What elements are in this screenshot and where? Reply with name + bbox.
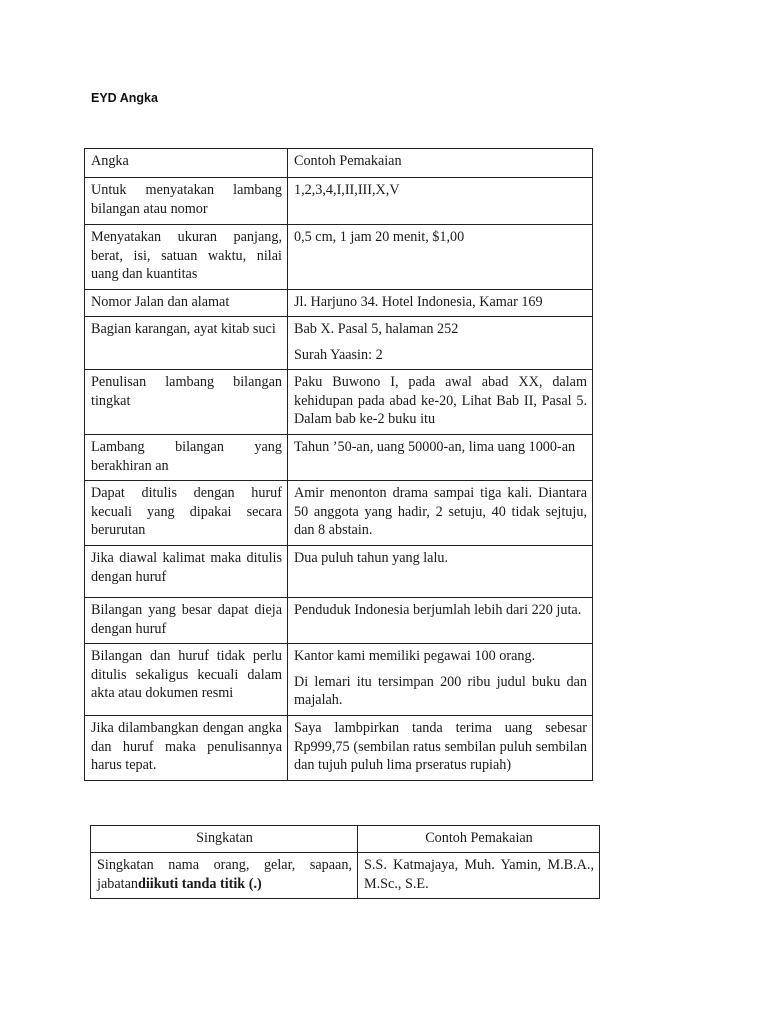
table-row [85,225,593,290]
example-text: Di lemari itu tersimpan 200 ribu judul buku dan majalah. [294,673,587,708]
example-text: Kantor kami memiliki pegawai 100 orang. [294,648,536,664]
table-row [85,435,593,481]
rule-cell: Nomor Jalan dan alamat [85,290,288,317]
table-row [85,481,593,546]
column-header-contoh: Contoh Pemakaian [288,149,593,178]
example-cell [288,481,593,546]
column-header-contoh: Contoh Pemakaian [358,826,600,853]
example-text: Penduduk Indonesia berjumlah lebih dari 220 juta. [294,602,582,618]
rule-emphasis: diikuti tanda titik (.) [137,875,262,892]
example-text: Amir menonton drama sampai tiga kali. Diantara 50 anggota yang hadir, 2 setuju, 40 tidak sejtuju, dan 8 abstain. [294,485,587,538]
example-cell [288,716,593,781]
table-row [85,598,593,644]
table-row [85,290,593,317]
rule-cell [91,853,358,899]
angka-table [84,148,593,781]
rule-cell: Jika diawal kalimat maka ditulis dengan huruf [85,546,288,598]
table-row [85,317,593,370]
example-cell [288,317,593,370]
table-row [85,546,593,598]
rule-cell: Untuk menyatakan lambang bilangan atau nomor [85,178,288,225]
example-text: Surah Yaasin: 2 [294,346,383,363]
example-cell [288,644,593,716]
document-title: EYD Angka [91,91,158,105]
column-header-angka: Angka [85,149,288,178]
example-text: Paku Buwono I, pada awal abad XX, dalam kehidupan pada abad ke-20, Lihat Bab II, Pasal 5. Dalam bab ke-2 buku itu [294,374,587,427]
example-cell [288,598,593,644]
example-cell [288,225,593,290]
table-row [85,178,593,225]
table-row [91,853,600,899]
table-header-row [91,826,600,853]
singkatan-table [90,825,600,899]
rule-cell: Menyatakan ukuran panjang, berat, isi, satuan waktu, nilai uang dan kuantitas [85,225,288,290]
rule-text: Singkatan nama orang, gelar, sapaan, jabatan [97,857,352,892]
example-text: Bab X. Pasal 5, halaman 252 [294,321,459,337]
example-cell [288,435,593,481]
rule-cell: Dapat ditulis dengan huruf kecuali yang dipakai secara berurutan [85,481,288,546]
table-row [85,644,593,716]
example-cell [288,370,593,435]
table-row [85,716,593,781]
example-text: Tahun ’50-an, uang 50000-an, lima uang 1000-an [294,439,576,455]
example-text: Saya lambpirkan tanda terima uang sebesar Rp999,75 (sembilan ratus sembilan puluh sembilan dan tujuh puluh lima prseratus rupiah) [294,720,587,773]
rule-cell: Bilangan yang besar dapat dieja dengan huruf [85,598,288,644]
rule-cell: Jika dilambangkan dengan angka dan huruf maka penulisannya harus tepat. [85,716,288,781]
rule-cell: Bagian karangan, ayat kitab suci [85,317,288,370]
example-text: Jl. Harjuno 34. Hotel Indonesia, Kamar 169 [294,294,543,310]
column-header-singkatan: Singkatan [91,826,358,853]
table-header-row [85,149,593,178]
example-cell [288,290,593,317]
rule-cell: Lambang bilangan yang berakhiran an [85,435,288,481]
rule-cell: Penulisan lambang bilangan tingkat [85,370,288,435]
example-cell [288,178,593,225]
rule-cell: Bilangan dan huruf tidak perlu ditulis sekaligus kecuali dalam akta atau dokumen resmi [85,644,288,716]
example-cell [288,546,593,598]
example-text: 0,5 cm, 1 jam 20 menit, $1,00 [294,229,465,245]
example-text: Dua puluh tahun yang lalu. [294,550,449,566]
example-text: 1,2,3,4,I,II,III,X,V [294,182,400,198]
table-row [85,370,593,435]
example-cell: S.S. Katmajaya, Muh. Yamin, M.B.A., M.Sc., S.E. [358,853,600,899]
